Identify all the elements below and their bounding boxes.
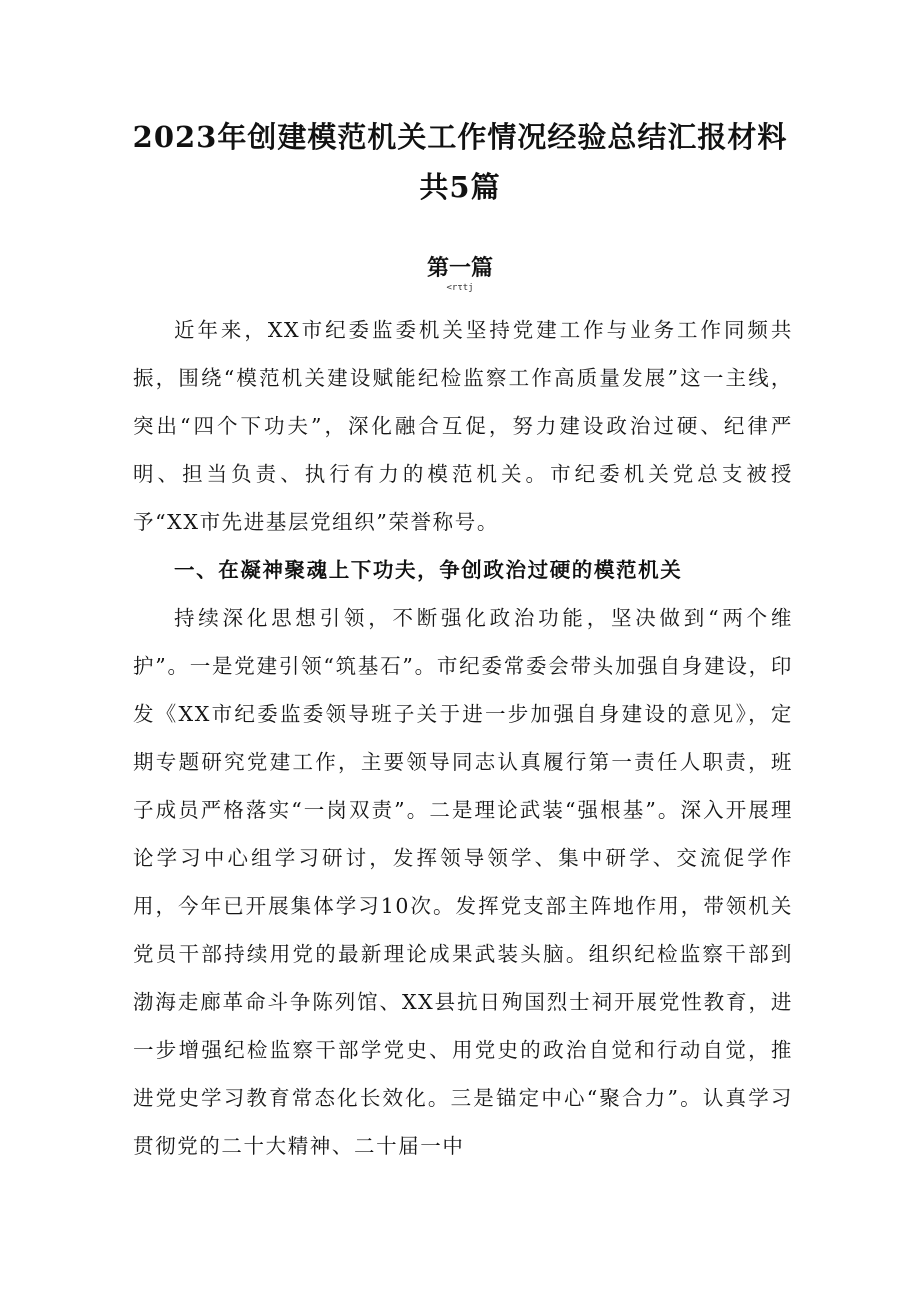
section-sub-mark: <rτtj [446,283,474,293]
document-title-line-1: 2023年创建模范机关工作情况经验总结汇报材料 [132,120,788,154]
paragraph-intro: 近年来，XX市纪委监委机关坚持党建工作与业务工作同频共振，围绕“模范机关建设赋能纪检监察工作高质量发展”这一主线，突出“四个下功夫”，深化融合互促，努力建设政治过硬、纪律严明、担当负责、执行有力的模范机关。市纪委机关党总支被授予“XX市先进基层党组织”荣誉称号。 [133,318,793,534]
paragraph-section-1: 持续深化思想引领，不断强化政治功能，坚决做到“两个维护”。一是党建引领“筑基石”。市纪委常委会带头加强自身建设，印发《XX市纪委监委领导班子关于进一步加强自身建设的意见》，定期专题研究党建工作，主要领导同志认真履行第一责任人职责，班子成员严格落实“一岗双责”。二是理论武装“强根基”。深入开展理论学习中心组学习研讨，发挥领导领学、集中研学、交流促学作用，今年已开展集体学习10次。发挥党支部主阵地作用，带领机关党员干部持续用党的最新理论成果武装头脑。组织纪检监察干部到渤海走廊革命斗争陈列馆、XX县抗日殉国烈士祠开展党性教育，进一步增强纪检监察干部学党史、用党史的政治自觉和行动自觉，推进党史学习教育常态化长效化。三是锚定中心“聚合力”。认真学习贯彻党的二十大精神、二十届一中 [133,606,793,1158]
section-title: 第一篇 [426,255,493,281]
heading-section-1: 一、在凝神聚魂上下功夫，争创政治过硬的模范机关 [174,558,683,582]
document-title-line-2: 共5篇 [419,170,501,204]
